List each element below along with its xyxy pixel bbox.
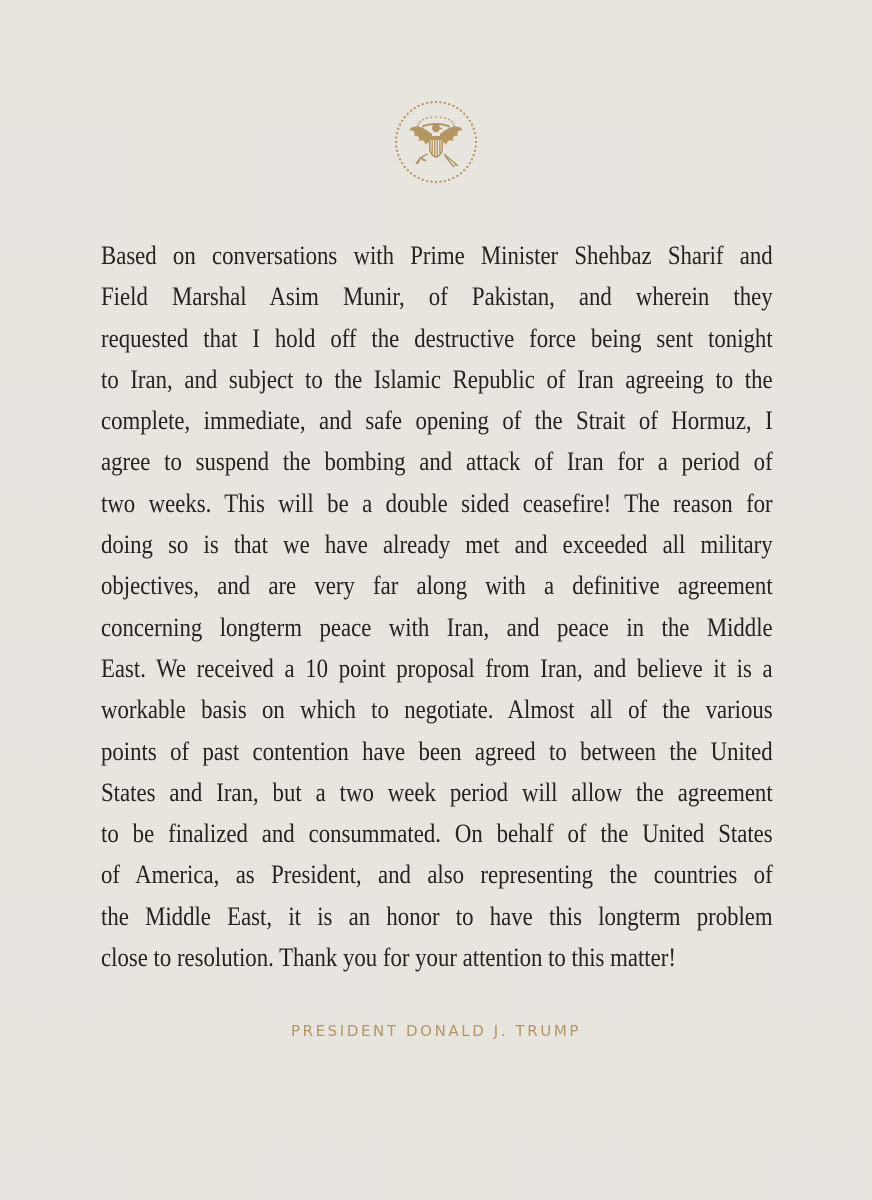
- seal-ring-dot: [410, 172, 412, 174]
- seal-ring-dot: [430, 101, 432, 103]
- seal-ring-dot: [444, 180, 446, 182]
- seal-ring-dot: [473, 154, 475, 156]
- seal-ring-dot: [404, 116, 406, 118]
- statement-line: East. We received a 10 point proposal from Iran, and believe it is a: [101, 652, 773, 683]
- seal-ring-dot: [463, 169, 465, 171]
- statement-line: workable basis on which to negotiate. Almost all of the various: [101, 694, 773, 725]
- seal-ring-dot: [474, 150, 476, 152]
- seal-ring-dot: [452, 105, 454, 107]
- seal-ring-dot: [395, 145, 397, 147]
- seal-ring-dot: [460, 110, 462, 112]
- seal-ring-dot: [475, 136, 477, 138]
- seal-ring-dot: [471, 158, 473, 160]
- statement-line: to Iran, and subject to the Islamic Republic of Iran agreeing to the: [101, 363, 773, 394]
- seal-ring-dot: [407, 113, 409, 115]
- statement-line: agree to suspend the bombing and attack of Iran for a period of: [101, 446, 773, 477]
- statement-line: the Middle East, it is an honor to have this longterm problem: [101, 900, 773, 931]
- seal-ring-dot: [410, 110, 412, 112]
- seal-star: [453, 125, 455, 127]
- seal-ring-dot: [417, 177, 419, 179]
- seal-ring-dot: [395, 141, 397, 143]
- seal-star: [452, 123, 454, 125]
- seal-ring-dot: [414, 175, 416, 177]
- statement-line: complete, immediate, and safe opening of the Strait of Hormuz, I: [101, 405, 773, 436]
- statement-line: concerning longterm peace with Iran, and peace in the Middle: [101, 611, 773, 642]
- seal-star: [430, 116, 432, 118]
- seal-ring-dot: [399, 158, 401, 160]
- signature: PRESIDENT DONALD J. TRUMP: [290, 1022, 582, 1040]
- seal-star: [444, 117, 446, 119]
- seal-ring-dot: [397, 128, 399, 130]
- seal-star: [426, 117, 428, 119]
- seal-ring-dot: [426, 180, 428, 182]
- seal-star: [420, 121, 422, 123]
- seal-ring-dot: [417, 105, 419, 107]
- seal-ring-dot: [444, 102, 446, 104]
- seal-ring-dot: [466, 166, 468, 168]
- seal-ring-dot: [475, 145, 477, 147]
- seal-ring-dot: [452, 177, 454, 179]
- statement-line: Field Marshal Asim Munir, of Pakistan, and wherein they: [101, 281, 773, 312]
- statement-line: requested that I hold off the destructive force being sent tonight: [101, 322, 773, 353]
- seal-ring-dot: [439, 101, 441, 103]
- seal-ring-dot: [407, 169, 409, 171]
- statement-line: points of past contention have been agreed to between the United: [101, 735, 773, 766]
- seal-ring-dot: [426, 102, 428, 104]
- seal-ring-dot: [448, 103, 450, 105]
- seal-star: [440, 116, 442, 118]
- statement-line: doing so is that we have already met and exceeded all military: [101, 529, 773, 560]
- statement-line-last: close to resolution. Thank you for your attention to this matter!: [101, 942, 676, 973]
- seal-ring-dot: [448, 179, 450, 181]
- seal-ring-dot: [430, 181, 432, 183]
- seal-ring-dot: [466, 116, 468, 118]
- statement-line: of America, as President, and also representing the countries of: [101, 859, 773, 890]
- statement-line: to be finalized and consummated. On behalf of the United States: [101, 818, 773, 849]
- statement-line: two weeks. This will be a double sided ceasefire! The reason for: [101, 487, 773, 518]
- seal-ring-dot: [422, 103, 424, 105]
- seal-ring-dot: [439, 181, 441, 183]
- presidential-seal-icon: [392, 96, 480, 192]
- seal-ring-dot: [401, 162, 403, 164]
- seal-ring-dot: [422, 179, 424, 181]
- seal-ring-dot: [463, 113, 465, 115]
- seal-ring-dot: [469, 120, 471, 122]
- statement-line: States and Iran, but a two week period will allow the agreement: [101, 776, 773, 807]
- seal-ring-dot: [399, 123, 401, 125]
- seal-ring-dot: [435, 101, 437, 103]
- seal-ring-dot: [460, 172, 462, 174]
- statement-body: [101, 235, 773, 978]
- seal-ring-dot: [473, 128, 475, 130]
- seal-ring-dot: [469, 162, 471, 164]
- seal-ring-dot: [475, 141, 477, 143]
- seal-ring-dot: [474, 132, 476, 134]
- seal-ring-dot: [471, 123, 473, 125]
- seal-ring-dot: [396, 132, 398, 134]
- seal-star: [448, 119, 450, 121]
- statement-line: Based on conversations with Prime Minister Shehbaz Sharif and: [101, 240, 773, 270]
- seal-star: [451, 121, 453, 123]
- seal-ring-dot: [456, 107, 458, 109]
- seal-ring-dot: [396, 150, 398, 152]
- seal-ring-dot: [397, 154, 399, 156]
- seal-ring-dot: [404, 166, 406, 168]
- seal-ring-dot: [395, 136, 397, 138]
- statement-line: objectives, and are very far along with a definitive agreement: [101, 570, 773, 601]
- seal-ring-dot: [401, 120, 403, 122]
- seal-star: [422, 119, 424, 121]
- seal-ring-dot: [456, 175, 458, 177]
- seal-ring-dot: [435, 181, 437, 183]
- seal-star: [435, 116, 437, 118]
- seal-star: [418, 123, 420, 125]
- seal-ring-dot: [414, 107, 416, 109]
- seal-star: [417, 125, 419, 127]
